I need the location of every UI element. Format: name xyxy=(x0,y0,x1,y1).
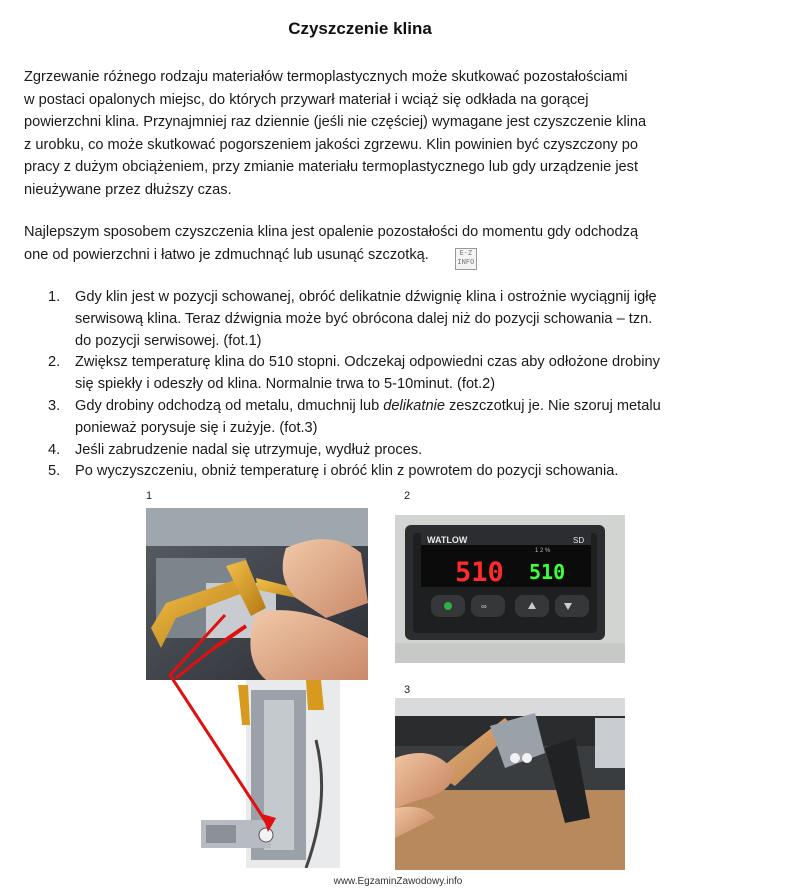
intro-paragraph xyxy=(24,66,764,201)
list-number: 3. xyxy=(48,397,61,414)
info-icon[interactable] xyxy=(455,248,477,270)
svg-text:∞: ∞ xyxy=(481,602,487,611)
text-line: powierzchni klina. Przynajmniej raz dziennie (jeśli nie częściej) wymagane jest czyszczenie klina xyxy=(24,114,647,130)
text-line: Jeśli zabrudzenie nadal się utrzymuje, wydłuż proces. xyxy=(75,441,423,458)
text-fragment: zeszczotkuj je. Nie szoruj metalu xyxy=(444,397,661,414)
controller-process-value: 510 xyxy=(455,557,504,588)
red-arrow xyxy=(140,600,300,840)
photo-temperature-controller xyxy=(395,515,625,663)
info-icon-line: INFO xyxy=(457,257,475,266)
figure-1-label: 1 xyxy=(146,490,153,502)
text-line: w postaci opalonych miejsc, do których przywarł materiał i wciąż się odkłada na gorącej xyxy=(24,91,589,108)
text-fragment: one od powierzchni i łatwo je zdmuchnąć lub usunąć szczotką. xyxy=(24,246,429,263)
text-line: do pozycji serwisowej. (fot.1) xyxy=(75,332,262,349)
document-title: Czyszczenie klina xyxy=(288,19,432,38)
text-line: z urobku, co może skutkować pogorszeniem jakości zgrzewu. Klin powinien być czyszczony po xyxy=(24,136,639,153)
list-item xyxy=(48,461,768,483)
text-line: nieużywane przez dłuższy czas. xyxy=(24,181,232,198)
text-line: się spiekły i odeszły od klina. Normalnie trwa to 5-10minut. (fot.2) xyxy=(75,376,496,393)
text-line: serwisową klina. Teraz dźwignia może być obrócona dalej niż do pozycji schowania – tzn. xyxy=(75,310,653,327)
list-number: 2. xyxy=(48,354,61,371)
text-line: Zgrzewanie różnego rodzaju materiałów termoplastycznych może skutkować pozostałościami xyxy=(24,69,628,85)
controller-model-text: SD xyxy=(573,536,585,545)
list-number: 1. xyxy=(48,289,61,305)
text-line: ponieważ porysuje się i zużyje. (fot.3) xyxy=(75,419,318,436)
text-fragment: Gdy drobiny odchodzą od metalu, dmuchnij lub xyxy=(75,397,384,414)
list-number: 5. xyxy=(48,463,61,480)
brush-cleaning-illustration xyxy=(395,698,625,870)
list-item xyxy=(48,440,768,462)
footer-watermark: www.EgzaminZawodowy.info xyxy=(333,876,463,887)
text-line: Zwiększ temperaturę klina do 510 stopni. Odczekaj odpowiedni czas aby odłożone drobiny xyxy=(75,354,660,371)
list-item xyxy=(48,287,768,352)
list-number: 4. xyxy=(48,441,61,458)
method-paragraph xyxy=(24,221,764,270)
controller-setpoint-value: 510 xyxy=(529,560,566,584)
emphasis-text: delikatnie xyxy=(383,397,445,414)
info-icon-line: E-Z xyxy=(459,248,473,257)
figure-3-label: 3 xyxy=(404,684,411,696)
list-item xyxy=(48,352,768,396)
text-line: Najlepszym sposobem czyszczenia klina jest opalenie pozostałości do momentu gdy odchodzą xyxy=(24,224,639,240)
text-line: Gdy klin jest w pozycji schowanej, obróć delikatnie dźwignię klina i ostrożnie wyciągnij igłę xyxy=(75,289,657,305)
steps-list xyxy=(48,287,768,483)
text-line xyxy=(75,396,768,418)
controller-panel-illustration xyxy=(395,515,625,663)
controller-indicator-text: 1 2 % xyxy=(535,548,551,554)
text-line: pracy z dużym obciążeniem, przy zmianie materiału termoplastycznego lub gdy urządzenie jest xyxy=(24,159,639,175)
figure-2-label: 2 xyxy=(404,490,411,502)
text-line xyxy=(24,244,764,270)
controller-brand-text: WATLOW xyxy=(427,535,468,545)
list-item xyxy=(48,396,768,440)
photo-brush-cleaning xyxy=(395,698,625,870)
text-line: Po wyczyszczeniu, obniż temperaturę i obróć klin z powrotem do pozycji schowania. xyxy=(75,463,619,480)
